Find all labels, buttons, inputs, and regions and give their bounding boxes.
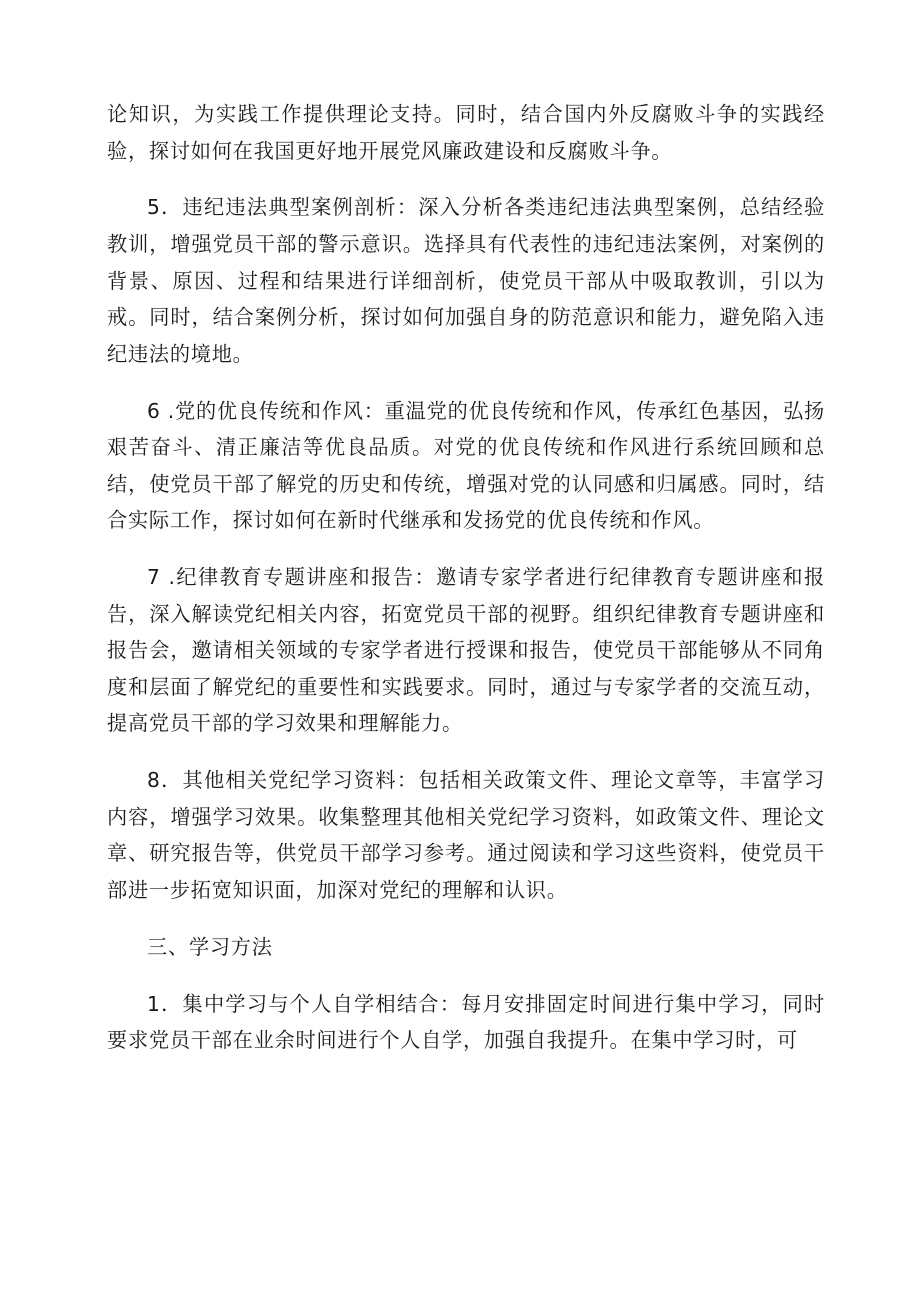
paragraph-item-8: 8．其他相关党纪学习资料：包括相关政策文件、理论文章等，丰富学习内容，增强学习效果。收集整理其他相关党纪学习资料，如政策文件、理论文章、研究报告等，供党员干部学习参考。通过阅读和学习这些资料，使党员干部进一步拓宽知识面，加深对党纪的理解和认识。 bbox=[107, 768, 825, 903]
paragraph-item-5: 5．违纪违法典型案例剖析：深入分析各类违纪违法典型案例，总结经验教训，增强党员干部的警示意识。选择具有代表性的违纪违法案例，对案例的背景、原因、过程和结果进行详细剖析，使党员干部从中吸取教训，引以为戒。同时，结合案例分析，探讨如何加强自身的防范意识和能力，避免陷入违纪违法的境地。 bbox=[107, 195, 825, 366]
document-body bbox=[107, 96, 825, 1059]
section-heading-learning-methods: 三、学习方法 bbox=[147, 934, 273, 959]
paragraph-method-1: 1．集中学习与个人自学相结合：每月安排固定时间进行集中学习，同时要求党员干部在业余时间进行个人自学，加强自我提升。在集中学习时，可 bbox=[107, 991, 825, 1053]
paragraph-continued: 论知识，为实践工作提供理论支持。同时，结合国内外反腐败斗争的实践经验，探讨如何在我国更好地开展党风廉政建设和反腐败斗争。 bbox=[107, 102, 825, 163]
paragraph-item-7: 7 .纪律教育专题讲座和报告：邀请专家学者进行纪律教育专题讲座和报告，深入解读党纪相关内容，拓宽党员干部的视野。组织纪律教育专题讲座和报告会，邀请相关领域的专家学者进行授课和报告，使党员干部能够从不同角度和层面了解党纪的重要性和实践要求。同时，通过与专家学者的交流互动，提高党员干部的学习效果和理解能力。 bbox=[107, 565, 825, 736]
paragraph-item-6: 6 .党的优良传统和作风：重温党的优良传统和作风，传承红色基因，弘扬艰苦奋斗、清正廉洁等优良品质。对党的优良传统和作风进行系统回顾和总结，使党员干部了解党的历史和传统，增强对党的认同感和归属感。同时，结合实际工作，探讨如何在新时代继承和发扬党的优良传统和作风。 bbox=[107, 398, 825, 533]
